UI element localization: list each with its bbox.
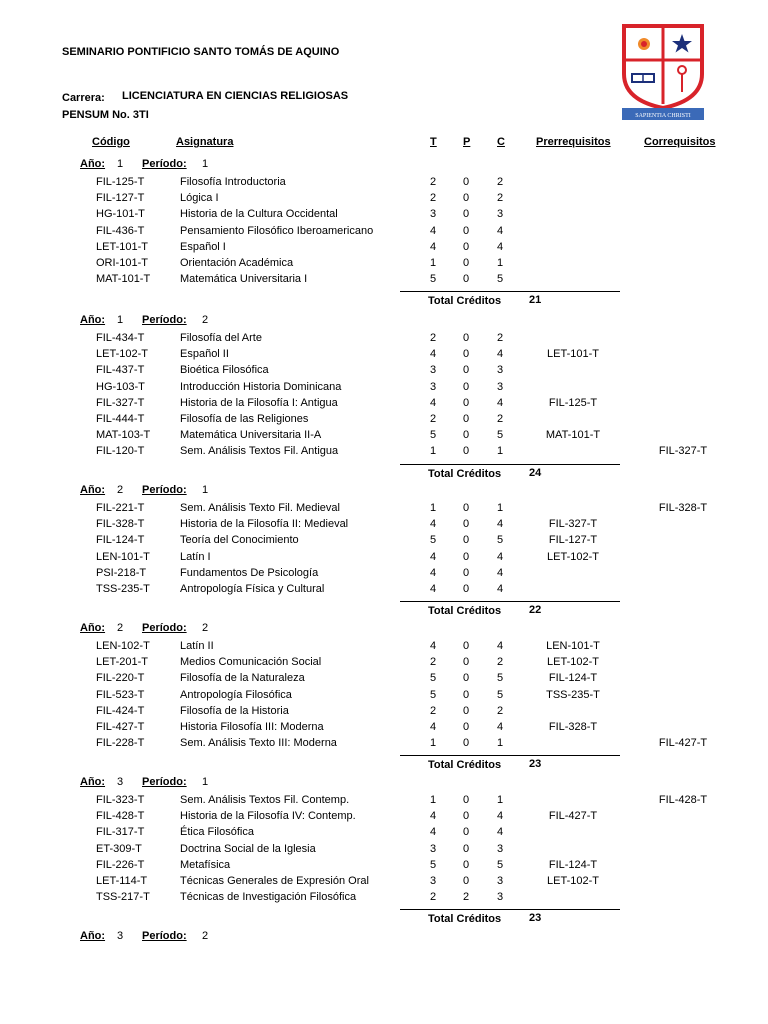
table-row [0,656,768,670]
course-code: FIL-120-T [96,445,145,458]
course-name: Antropología Filosófica [180,688,292,701]
course-prerequisite: LET-102-T [547,550,599,563]
course-c: 4 [496,826,504,839]
course-p: 0 [462,518,470,531]
carrera-label: Carrera: [62,92,105,104]
course-code: FIL-323-T [96,794,145,806]
course-p: 0 [462,704,470,717]
course-name: Matemática Universitaria II-A [180,429,322,442]
course-c: 4 [496,396,504,409]
table-row [0,397,768,411]
course-p: 0 [462,445,470,458]
course-code: FIL-424-T [96,704,145,717]
course-p: 0 [462,348,470,361]
course-t: 1 [429,502,437,514]
period-value: 1 [202,776,209,788]
course-code: PSI-218-T [96,566,147,579]
course-p: 0 [462,332,470,344]
period-value: 1 [202,484,209,496]
course-t: 3 [429,380,437,393]
course-prerequisite: FIL-124-T [548,858,598,871]
course-c: 4 [496,640,504,652]
course-code: FIL-436-T [96,224,145,237]
course-c: 4 [496,566,504,579]
course-c: 3 [496,364,504,377]
period-label: Período: [142,622,187,634]
period-label: Período: [142,930,187,942]
course-code: FIL-220-T [96,672,145,685]
course-t: 4 [429,224,437,237]
pensum-number: PENSUM No. 3TI [62,109,149,121]
table-row [0,208,768,222]
course-c: 1 [496,445,504,458]
total-divider [400,291,620,292]
table-row [0,672,768,686]
course-code: FIL-226-T [96,858,145,871]
course-code: LET-114-T [96,875,148,887]
course-t: 1 [429,445,437,458]
course-code: FIL-125-T [96,176,145,188]
course-t: 3 [429,208,437,221]
course-code: FIL-228-T [96,737,145,750]
course-p: 0 [462,396,470,409]
course-c: 5 [496,688,504,701]
course-p: 0 [462,413,470,425]
table-row [0,176,768,190]
course-t: 4 [429,640,437,652]
course-name: Historia de la Filosofía I: Antigua [180,396,338,409]
course-code: FIL-327-T [96,396,145,409]
course-name: Latín II [180,640,214,652]
column-header-t: T [430,136,437,148]
period-value: 1 [202,158,209,170]
course-t: 5 [429,273,437,286]
table-row [0,689,768,703]
course-name: Español I [180,240,226,253]
period-value: 2 [202,314,209,326]
course-t: 4 [429,240,437,253]
course-c: 2 [496,332,504,344]
table-row [0,518,768,532]
total-credits-value: 24 [529,466,542,479]
course-p: 0 [462,208,470,221]
table-row [0,445,768,459]
course-p: 0 [462,810,470,823]
crest-motto: SAPIENTIA CHRISTI [635,113,691,119]
course-code: FIL-127-T [96,192,145,205]
course-c: 5 [496,429,504,442]
course-p: 0 [462,656,470,669]
course-p: 0 [462,875,470,887]
course-name: Historia de la Filosofía II: Medieval [180,518,349,531]
table-row [0,567,768,581]
course-corequisite: FIL-327-T [658,445,708,458]
course-code: FIL-328-T [96,518,145,531]
course-name: Filosofía del Arte [180,332,262,344]
course-code: FIL-437-T [96,364,145,377]
period-label: Período: [142,158,187,170]
course-p: 0 [462,858,470,871]
course-name: Bioética Filosófica [180,364,269,377]
table-row [0,843,768,857]
course-t: 5 [429,858,437,871]
course-t: 1 [429,794,437,806]
year-label: Año: [80,158,106,170]
course-c: 3 [496,891,504,904]
course-code: FIL-221-T [96,502,145,514]
course-name: Orientación Académica [180,257,294,269]
course-name: Metafísica [180,858,231,871]
course-c: 2 [496,176,504,188]
course-p: 0 [462,826,470,839]
course-name: Filosofía de la Historia [180,704,289,717]
course-p: 0 [462,640,470,652]
course-p: 0 [462,794,470,806]
course-prerequisite: TSS-235-T [546,688,600,701]
table-row [0,826,768,840]
total-divider [400,909,620,910]
course-t: 3 [429,364,437,377]
course-t: 4 [429,348,437,361]
course-name: Filosofía de la Naturaleza [180,672,305,685]
course-c: 5 [496,672,504,685]
column-header-codigo: Código [92,136,130,148]
year-label: Año: [80,484,106,496]
course-name: Medios Comunicación Social [180,656,322,669]
course-corequisite: FIL-427-T [658,737,708,750]
course-t: 2 [429,332,437,344]
course-c: 3 [496,380,504,393]
table-row [0,640,768,654]
course-name: Historia Filosofía III: Moderna [180,721,324,733]
column-header-p: P [463,136,471,148]
table-row [0,891,768,905]
column-header-c: C [497,136,505,148]
course-c: 2 [496,704,504,717]
course-c: 3 [496,875,504,887]
course-p: 0 [462,534,470,547]
course-corequisite: FIL-428-T [658,794,708,806]
table-row [0,332,768,346]
year-label: Año: [80,314,106,326]
course-c: 4 [496,240,504,253]
course-t: 3 [429,842,437,855]
course-p: 0 [462,672,470,685]
course-p: 0 [462,273,470,286]
course-t: 4 [429,583,437,595]
course-name: Técnicas Generales de Expresión Oral [180,875,369,887]
year-value: 1 [117,158,124,170]
course-prerequisite: LET-102-T [547,656,599,669]
year-label: Año: [80,776,106,788]
course-p: 0 [462,566,470,579]
course-prerequisite: LET-102-T [547,875,599,887]
course-c: 5 [496,534,504,547]
table-row [0,705,768,719]
course-prerequisite: FIL-427-T [548,810,598,823]
course-name: Lógica I [180,192,219,205]
table-row [0,257,768,271]
course-p: 0 [462,550,470,563]
course-prerequisite: FIL-127-T [548,534,598,547]
course-code: FIL-523-T [96,688,145,701]
course-name: Pensamiento Filosófico Iberoamericano [180,224,374,237]
course-c: 2 [496,192,504,205]
institution-name: SEMINARIO PONTIFICIO SANTO TOMÁS DE AQUINO [62,46,340,58]
course-code: LEN-101-T [96,550,150,563]
table-row [0,273,768,287]
course-c: 4 [496,224,504,237]
course-name: Sem. Análisis Textos Fil. Antigua [180,445,339,458]
course-name: Sem. Análisis Texto Fil. Medieval [180,502,340,514]
table-row [0,413,768,427]
course-prerequisite: LET-101-T [547,348,599,361]
total-divider [400,755,620,756]
year-value: 1 [117,314,124,326]
course-prerequisite: FIL-125-T [548,396,598,409]
period-value: 2 [202,622,209,634]
course-c: 2 [496,413,504,425]
total-credits-label: Total Créditos [428,605,502,618]
course-c: 5 [496,273,504,286]
course-p: 0 [462,176,470,188]
course-t: 1 [429,257,437,269]
course-code: FIL-427-T [96,721,145,733]
course-code: TSS-217-T [96,891,150,904]
course-code: FIL-444-T [96,413,145,425]
course-t: 4 [429,566,437,579]
table-row [0,429,768,443]
column-header-correquisitos: Correquisitos [644,136,716,148]
course-c: 1 [496,794,504,806]
total-credits-value: 23 [529,758,542,771]
course-p: 0 [462,429,470,442]
course-t: 4 [429,518,437,531]
course-code: FIL-317-T [96,826,145,839]
course-name: Introducción Historia Dominicana [180,380,342,393]
course-code: HG-101-T [96,208,145,221]
course-prerequisite: FIL-328-T [548,721,598,733]
table-row [0,551,768,565]
course-code: FIL-434-T [96,332,145,344]
column-header-prerrequisitos: Prerrequisitos [536,136,611,148]
course-code: MAT-103-T [96,429,151,442]
course-name: Latín I [180,550,211,563]
table-row [0,364,768,378]
course-p: 0 [462,502,470,514]
course-c: 4 [496,518,504,531]
course-c: 4 [496,721,504,733]
course-name: Doctrina Social de la Iglesia [180,842,316,855]
course-prerequisite: FIL-327-T [548,518,598,531]
total-divider [400,601,620,602]
course-name: Historia de la Filosofía IV: Contemp. [180,810,356,823]
table-row [0,534,768,548]
table-row [0,381,768,395]
course-name: Filosofía de las Religiones [180,413,309,425]
total-credits-value: 23 [529,912,542,925]
table-row [0,721,768,735]
course-c: 4 [496,583,504,595]
table-row [0,737,768,751]
table-row [0,348,768,362]
course-p: 0 [462,583,470,595]
course-p: 0 [462,224,470,237]
course-c: 2 [496,656,504,669]
table-row [0,583,768,597]
course-code: ET-309-T [96,842,142,855]
course-code: LET-101-T [96,240,148,253]
table-row [0,875,768,889]
course-code: HG-103-T [96,380,145,393]
course-t: 2 [429,192,437,205]
course-p: 0 [462,240,470,253]
total-credits-value: 21 [529,294,542,307]
course-t: 2 [429,704,437,717]
table-row [0,241,768,255]
course-t: 5 [429,672,437,685]
course-c: 1 [496,257,504,269]
column-header-asignatura: Asignatura [176,136,234,148]
table-row [0,192,768,206]
course-c: 4 [496,348,504,361]
course-code: LET-102-T [96,348,148,361]
course-p: 0 [462,192,470,205]
course-t: 1 [429,737,437,750]
course-name: Fundamentos De Psicología [180,566,319,579]
course-name: Sem. Análisis Textos Fil. Contemp. [180,794,350,806]
total-credits-value: 22 [529,604,542,617]
total-credits-label: Total Créditos [428,913,502,926]
course-p: 0 [462,737,470,750]
course-name: Matemática Universitaria I [180,273,308,286]
course-p: 0 [462,688,470,701]
course-t: 3 [429,875,437,887]
course-corequisite: FIL-328-T [658,502,708,514]
course-prerequisite: LEN-101-T [546,640,600,652]
year-label: Año: [80,622,106,634]
period-label: Período: [142,314,187,326]
course-p: 0 [462,257,470,269]
course-c: 4 [496,550,504,563]
course-name: Español II [180,348,229,361]
course-c: 3 [496,208,504,221]
course-prerequisite: FIL-124-T [548,672,598,685]
total-credits-label: Total Créditos [428,295,502,308]
course-c: 1 [496,502,504,514]
table-row [0,794,768,808]
course-name: Ética Filosófica [180,826,254,839]
course-name: Sem. Análisis Texto III: Moderna [180,737,337,750]
table-row [0,859,768,873]
course-t: 4 [429,826,437,839]
course-t: 2 [429,413,437,425]
course-code: FIL-428-T [96,810,145,823]
course-p: 2 [462,891,470,904]
course-t: 2 [429,176,437,188]
course-name: Historia de la Cultura Occidental [180,208,338,221]
course-name: Teoría del Conocimiento [180,534,299,547]
carrera-value: LICENCIATURA EN CIENCIAS RELIGIOSAS [122,90,349,102]
course-code: ORI-101-T [96,257,148,269]
course-t: 4 [429,721,437,733]
course-t: 4 [429,810,437,823]
course-c: 1 [496,737,504,750]
course-t: 5 [429,429,437,442]
course-p: 0 [462,380,470,393]
course-name: Técnicas de Investigación Filosófica [180,891,357,904]
total-credits-label: Total Créditos [428,759,502,772]
course-code: LET-201-T [96,656,148,669]
course-c: 3 [496,842,504,855]
course-p: 0 [462,842,470,855]
course-t: 2 [429,656,437,669]
year-value: 2 [117,484,124,496]
year-label: Año: [80,930,106,942]
period-value: 2 [202,930,209,942]
course-t: 2 [429,891,437,904]
period-label: Período: [142,776,187,788]
seminary-crest-logo [618,20,708,122]
course-c: 4 [496,810,504,823]
course-t: 5 [429,688,437,701]
course-name: Filosofía Introductoria [180,176,286,188]
table-row [0,225,768,239]
year-value: 3 [117,930,124,942]
course-code: MAT-101-T [96,273,151,286]
course-code: TSS-235-T [96,583,150,595]
total-divider [400,464,620,465]
period-label: Período: [142,484,187,496]
course-prerequisite: MAT-101-T [545,429,601,442]
course-p: 0 [462,721,470,733]
course-name: Antropología Física y Cultural [180,583,325,595]
course-code: FIL-124-T [96,534,145,547]
course-code: LEN-102-T [96,640,150,652]
year-value: 3 [117,776,124,788]
table-row [0,810,768,824]
course-t: 5 [429,534,437,547]
course-t: 4 [429,550,437,563]
course-c: 5 [496,858,504,871]
course-p: 0 [462,364,470,377]
total-credits-label: Total Créditos [428,467,502,480]
course-t: 4 [429,396,437,409]
year-value: 2 [117,622,124,634]
table-row [0,502,768,516]
